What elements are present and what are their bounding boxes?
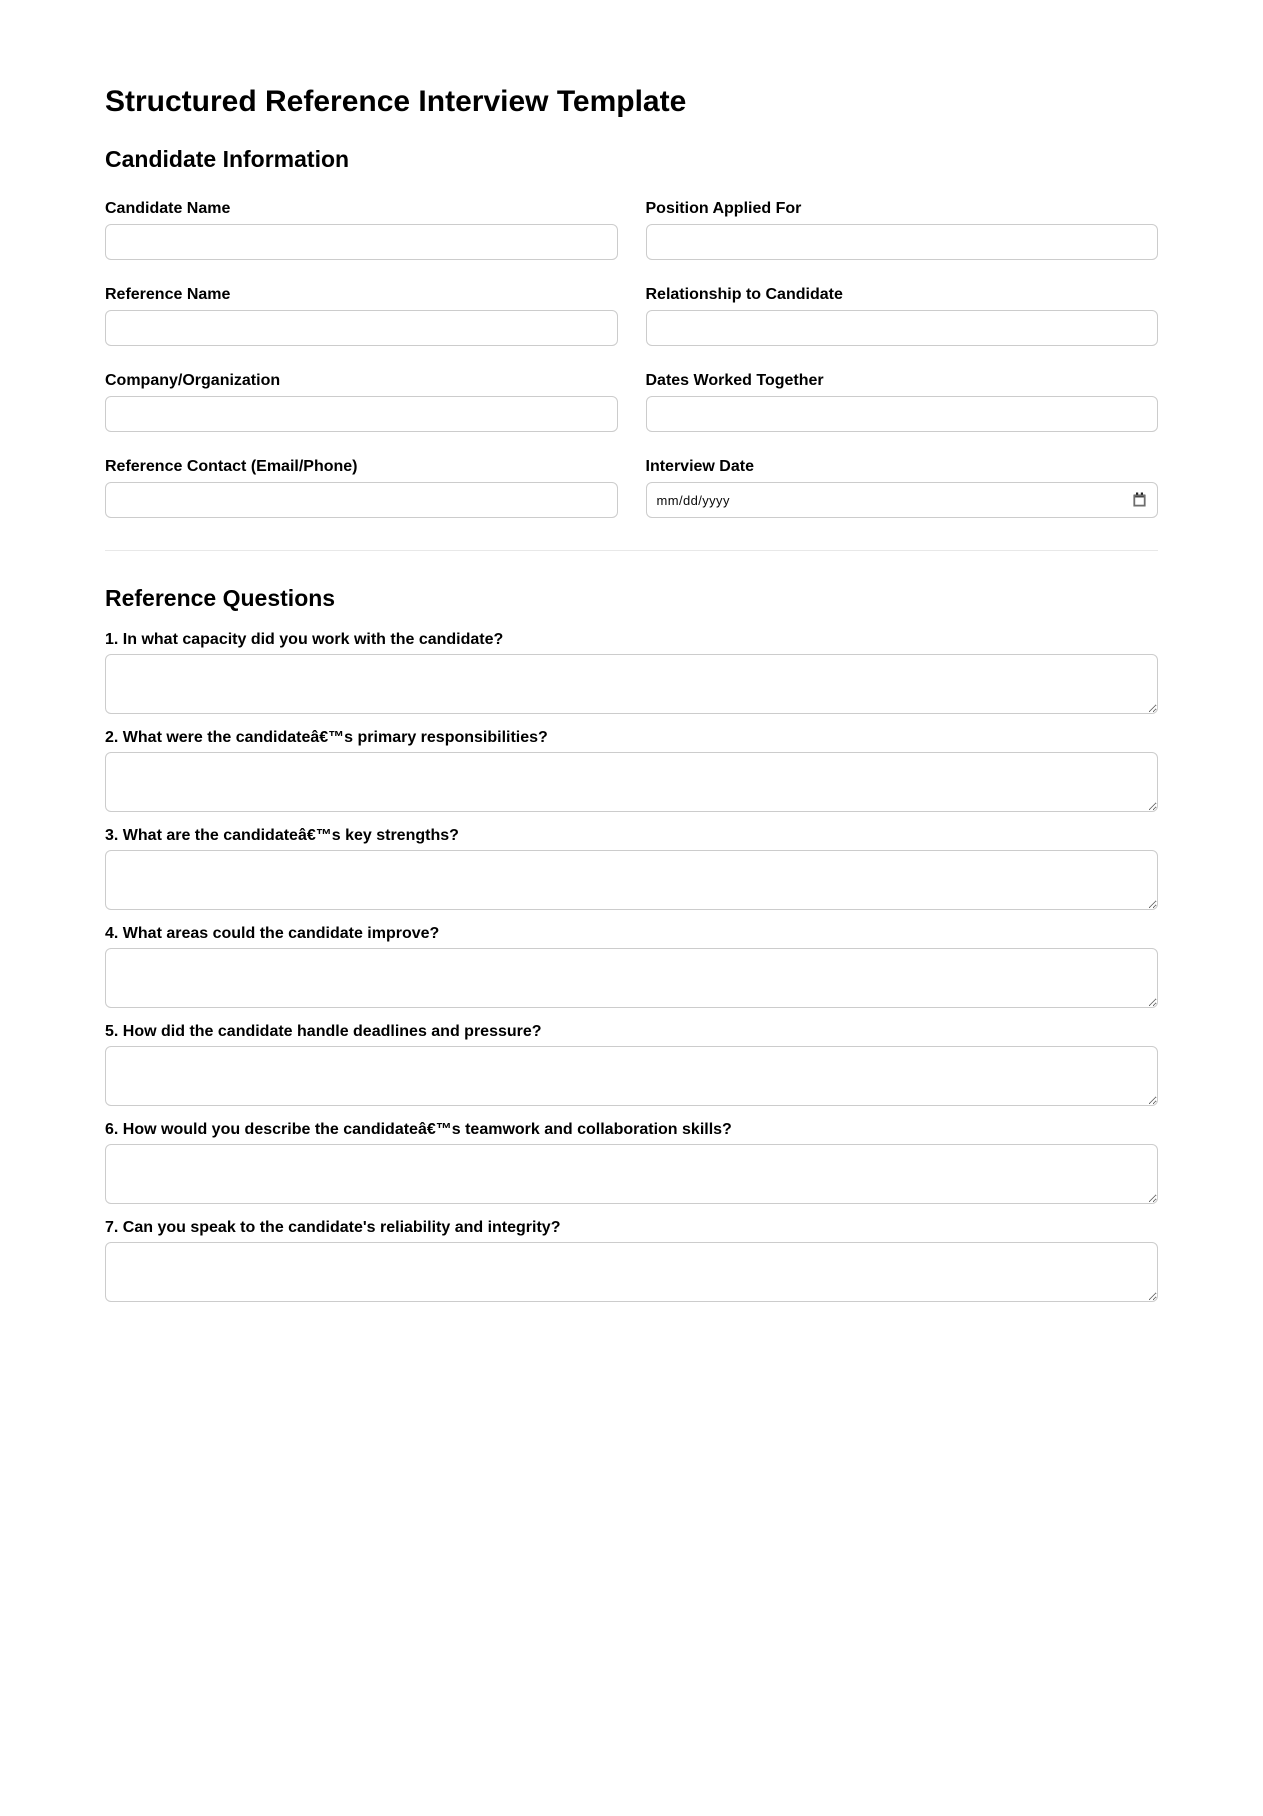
question-5-label: 5. How did the candidate handle deadlines and pressure?: [105, 1023, 542, 1040]
question-6-label: 6. How would you describe the candidateâ€™s teamwork and collaboration skills?: [105, 1121, 732, 1138]
question-5-answer-textarea[interactable]: [105, 1046, 1158, 1106]
field-company-organization: [105, 371, 618, 432]
reference-name-input[interactable]: [105, 310, 618, 346]
dates-worked-together-label: Dates Worked Together: [645, 372, 824, 389]
question-block-3: [105, 826, 1158, 910]
question-7-label: 7. Can you speak to the candidate's reliability and integrity?: [105, 1219, 561, 1236]
page-title: Structured Reference Interview Template: [105, 85, 687, 118]
question-block-4: [105, 924, 1158, 1008]
question-4-answer-textarea[interactable]: [105, 948, 1158, 1008]
candidate-name-input[interactable]: [105, 224, 618, 260]
candidate-information-grid: [105, 199, 1158, 518]
field-dates-worked-together: [646, 371, 1159, 432]
question-1-answer-textarea[interactable]: [105, 654, 1158, 714]
interview-date-label: Interview Date: [645, 458, 754, 475]
question-block-6: [105, 1120, 1158, 1204]
question-block-5: [105, 1022, 1158, 1106]
reference-questions-heading: Reference Questions: [105, 585, 336, 611]
field-reference-name: [105, 285, 618, 346]
position-applied-for-input[interactable]: [646, 224, 1159, 260]
page: [105, 0, 1158, 1302]
field-position-applied-for: [646, 199, 1159, 260]
field-candidate-name: [105, 199, 618, 260]
interview-date-placeholder: mm/dd/yyyy: [656, 492, 730, 508]
dates-worked-together-input[interactable]: [646, 396, 1159, 432]
field-relationship-to-candidate: [646, 285, 1159, 346]
reference-contact-label: Reference Contact (Email/Phone): [105, 458, 358, 475]
field-interview-date: [646, 457, 1159, 518]
question-2-answer-textarea[interactable]: [105, 752, 1158, 812]
company-organization-label: Company/Organization: [105, 372, 281, 389]
field-reference-contact: [105, 457, 618, 518]
position-applied-for-label: Position Applied For: [645, 200, 802, 217]
question-block-7: [105, 1218, 1158, 1302]
section-divider: [105, 550, 1158, 551]
candidate-name-label: Candidate Name: [105, 200, 231, 217]
candidate-information-heading: Candidate Information: [105, 146, 350, 172]
question-block-2: [105, 728, 1158, 812]
reference-contact-input[interactable]: [105, 482, 618, 518]
relationship-to-candidate-input[interactable]: [646, 310, 1159, 346]
relationship-to-candidate-label: Relationship to Candidate: [645, 286, 843, 303]
question-block-1: [105, 630, 1158, 714]
question-1-label: 1. In what capacity did you work with the candidate?: [105, 631, 504, 648]
interview-date-input[interactable]: [646, 482, 1159, 518]
question-3-label: 3. What are the candidateâ€™s key strengths?: [105, 827, 459, 844]
reference-name-label: Reference Name: [105, 286, 231, 303]
calendar-icon[interactable]: [1132, 492, 1147, 508]
question-6-answer-textarea[interactable]: [105, 1144, 1158, 1204]
company-organization-input[interactable]: [105, 396, 618, 432]
question-2-label: 2. What were the candidateâ€™s primary responsibilities?: [105, 729, 548, 746]
question-3-answer-textarea[interactable]: [105, 850, 1158, 910]
question-7-answer-textarea[interactable]: [105, 1242, 1158, 1302]
question-4-label: 4. What areas could the candidate improve?: [105, 925, 440, 942]
